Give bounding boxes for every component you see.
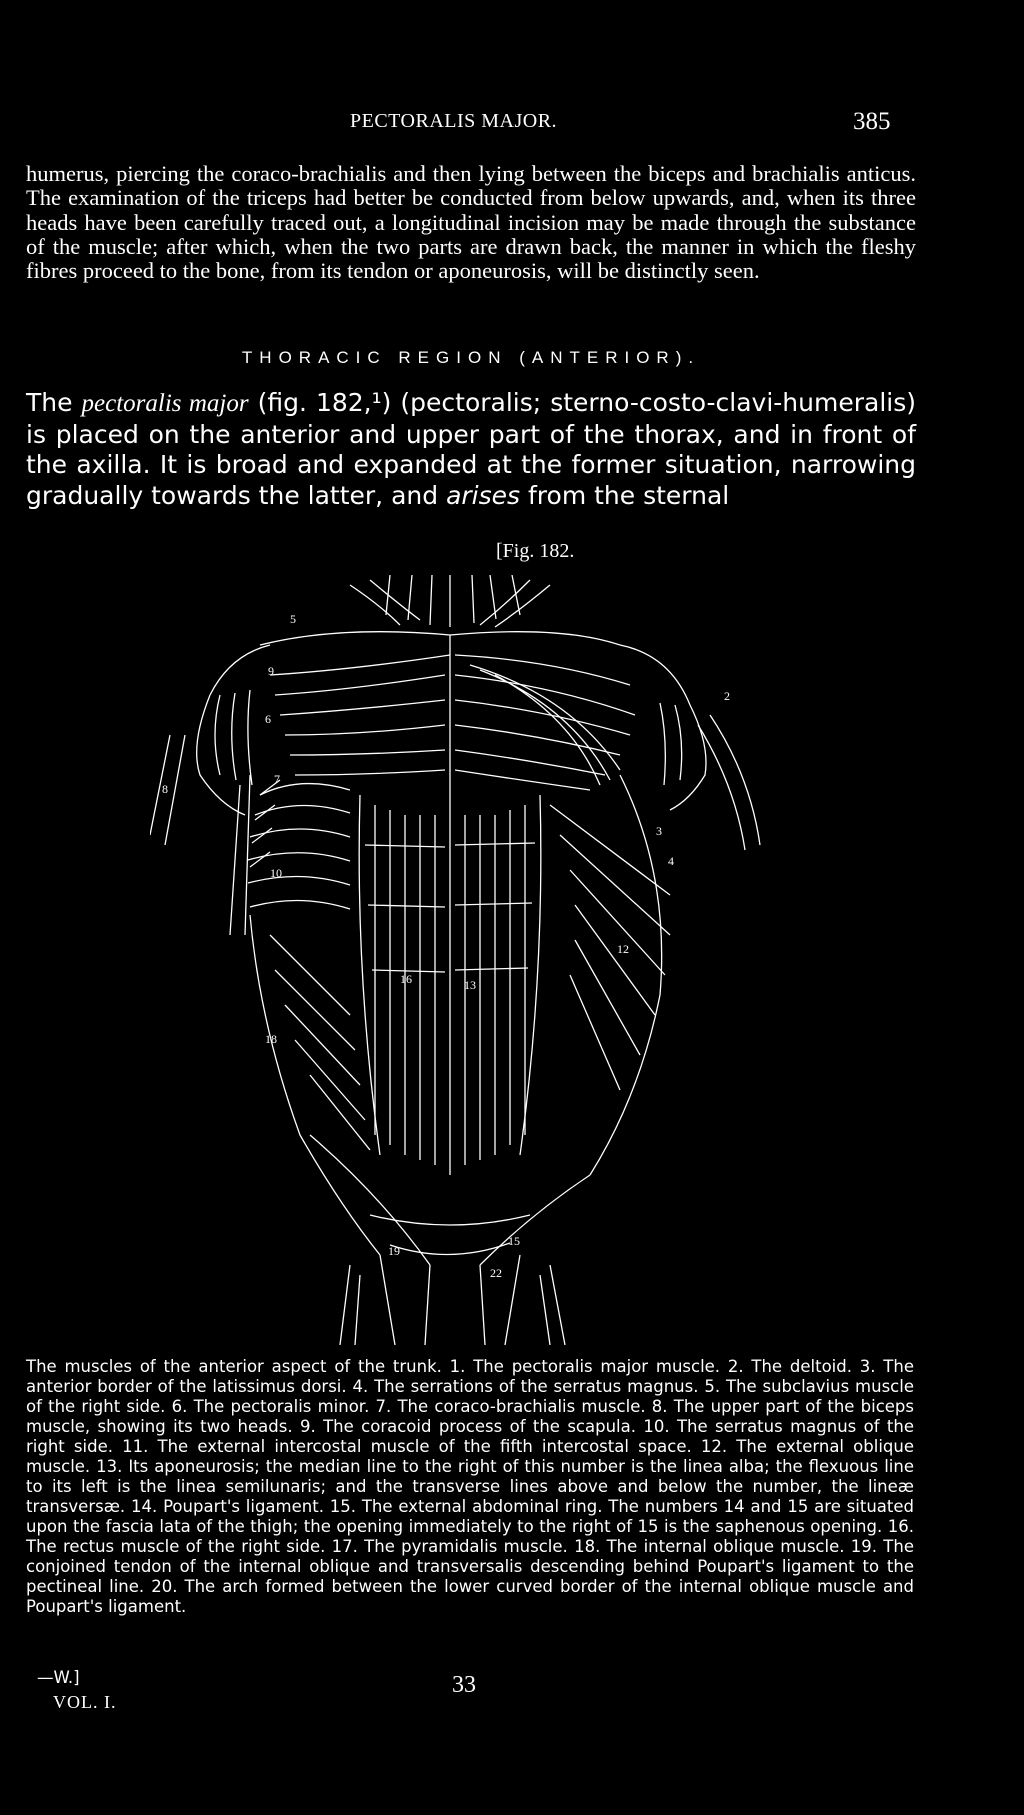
figure-label: 9: [268, 664, 274, 678]
paragraph-body: (fig. 182,¹) (pectoralis; sterno-costo-clavi-humeralis) is placed on the anterior and upper part of the thorax, and in front of the axilla. It is broad and expanded at the former situation, narrowing gradually towards the latter, and: [26, 388, 916, 510]
torso-outline: [150, 575, 760, 1345]
figure-caption: [26, 1357, 914, 1617]
caption-text: The muscles of the anterior aspect of the trunk. 1. The pectoralis major muscle. 2. The deltoid. 3. The anterior border of the latissimus dorsi. 4. The serrations of the serratus magnus. 5. The subclavius muscle of the right side. 6. The pectoralis minor. 7. The coraco-brachialis muscle. 8. The upper part of the biceps muscle, showing its two heads. 9. The coracoid process of the scapula. 10. The serratus magnus of the right side. 11. The external intercostal muscle of the fifth intercostal space. 12. The external oblique muscle. 13. Its aponeurosis; the median line to the right of this number is the linea alba; the flexuous line to its left is the linea semilunaris; and the transverse lines above and below the number, the lineæ transversæ. 14. Poupart's ligament. 15. The external abdominal ring. The numbers 14 and 15 are situated upon the fascia lata of the thigh; the opening immediately to the right of 15 is the saphenous opening. 16. The rectus muscle of the right side. 17. The pyramidalis muscle. 18. The internal oblique muscle. 19. The conjoined tendon of the internal oblique and transversalis descending behind Poupart's ligament to the pectineal line. 20. The arch formed between the lower curved border of the internal oblique muscle and Poupart's ligament.: [26, 1357, 914, 1616]
figure-label: 13: [464, 978, 476, 992]
figure-label: 7: [274, 772, 280, 786]
signature-mark: 33: [452, 1672, 476, 1698]
torso-engraving: [150, 575, 770, 1345]
paragraph-lead: The: [26, 388, 82, 417]
running-head: [0, 104, 1024, 144]
figure-label: 5: [290, 612, 296, 626]
figure-label: 2: [724, 689, 730, 703]
figure-label: 18: [265, 1032, 277, 1046]
figure-label: 6: [265, 712, 271, 726]
figure-label: 3: [656, 824, 662, 838]
body-paragraph-2: [26, 388, 916, 511]
running-title: PECTORALIS MAJOR.: [350, 110, 558, 132]
caption-signature: —W.]: [37, 1668, 80, 1687]
anatomical-illustration: [150, 575, 770, 1345]
figure-reference: [Fig. 182.: [496, 540, 575, 562]
figure-label: 4: [668, 854, 674, 868]
body-paragraph-1: [26, 162, 916, 283]
figure-label: 15: [508, 1234, 520, 1248]
figure-label: 8: [162, 782, 168, 796]
figure-labels: [162, 612, 730, 1280]
page-number: 385: [853, 108, 891, 135]
paragraph-text: humerus, piercing the coraco-brachialis and then lying between the biceps and brachialis anticus. The examination of the triceps had better be conducted from below upwards, and, when its three heads have been carefully traced out, a longitudinal incision may be made through the substance of the muscle; after which, when the two parts are drawn back, the manner in which the fleshy fibres proceed to the bone, from its tendon or aponeurosis, will be distinctly seen.: [26, 161, 916, 284]
paragraph-tail: from the sternal: [520, 480, 730, 510]
figure-label: 16: [400, 972, 412, 986]
muscle-term: pectoralis major: [81, 390, 249, 417]
figure-label: 19: [388, 1244, 400, 1258]
figure-label: 12: [617, 942, 629, 956]
section-heading: THORACIC REGION (ANTERIOR).: [241, 348, 701, 367]
figure-label: 22: [490, 1266, 502, 1280]
paragraph-text: [26, 388, 916, 511]
volume-mark: VOL. I.: [53, 1692, 117, 1712]
figure-label: 10: [270, 866, 282, 880]
arises-term: arises: [446, 480, 521, 510]
